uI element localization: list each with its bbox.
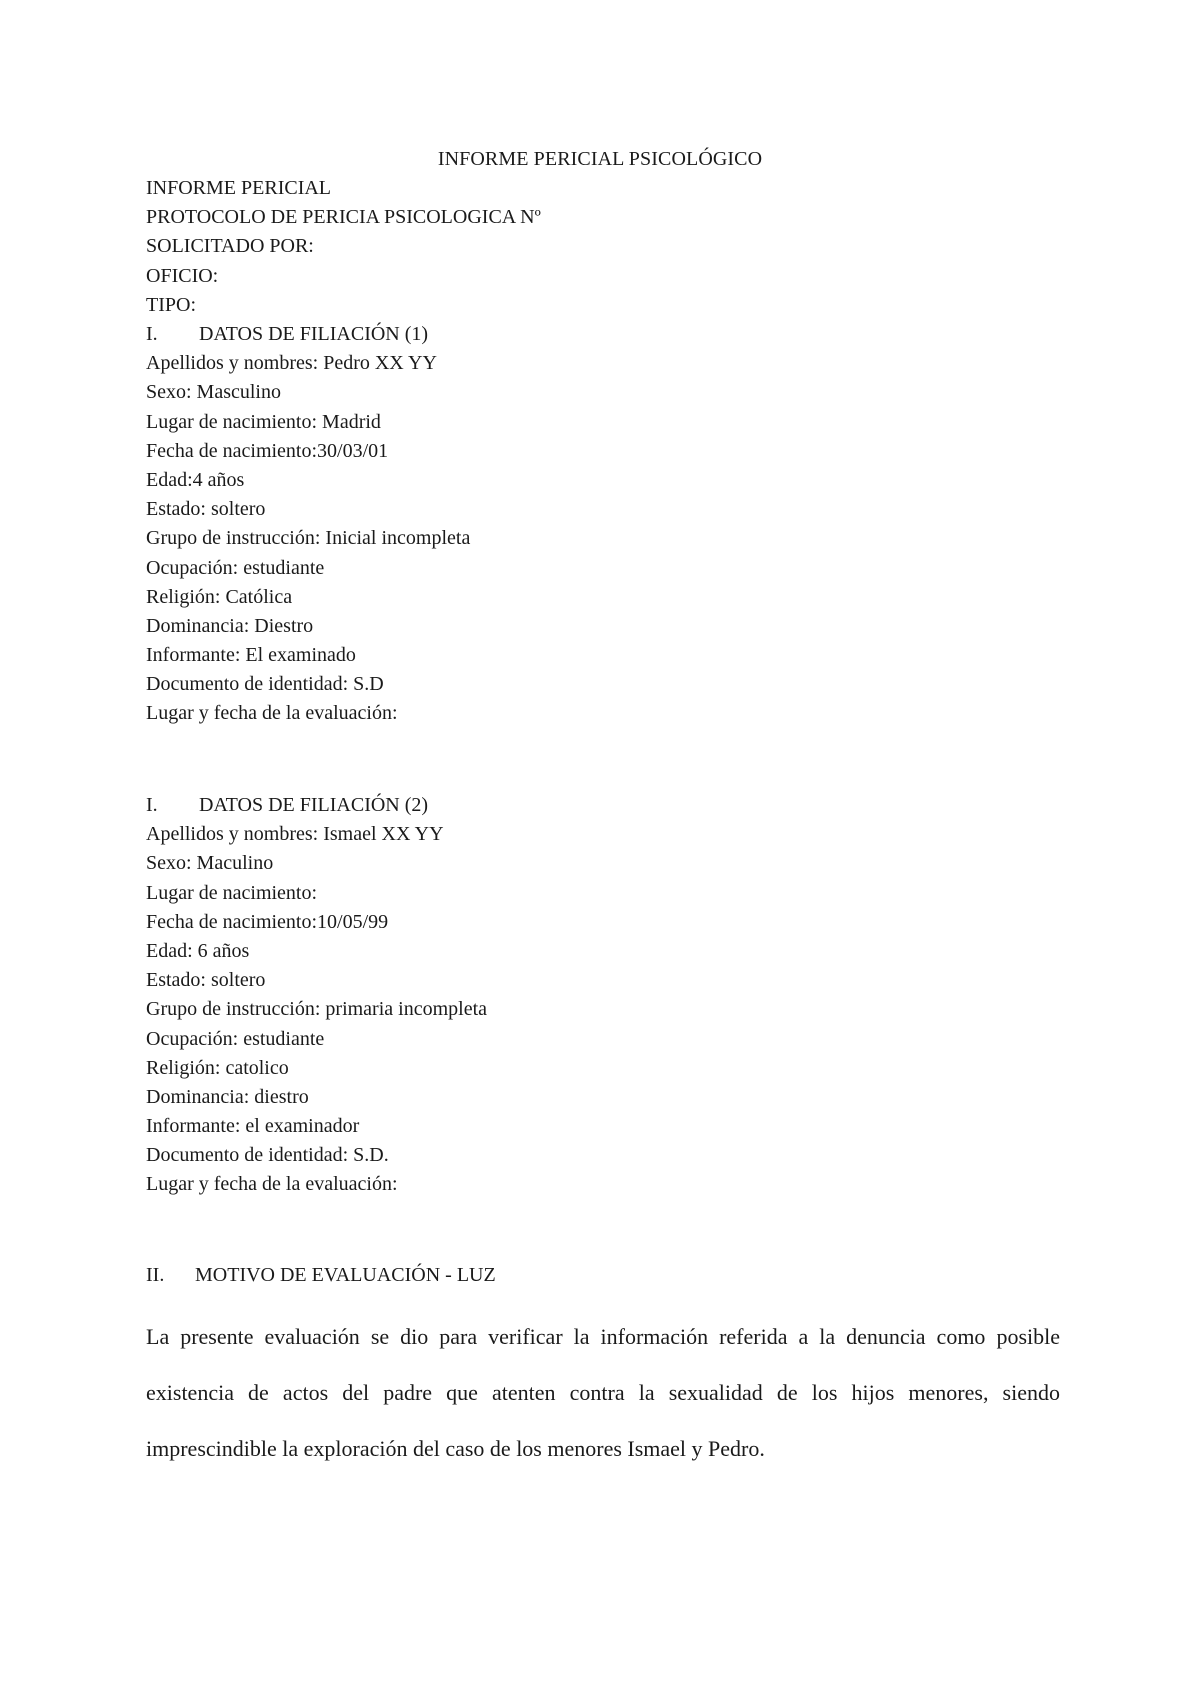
section-number: I. bbox=[146, 323, 158, 345]
field-line: Ocupación: estudiante bbox=[146, 556, 325, 579]
header-block bbox=[146, 174, 541, 320]
field-line: Documento de identidad: S.D bbox=[146, 673, 384, 696]
header-line: INFORME PERICIAL bbox=[146, 177, 332, 199]
field-line: Dominancia: Diestro bbox=[146, 614, 314, 637]
section-title: DATOS DE FILIACIÓN (2) bbox=[199, 794, 429, 816]
section-heading bbox=[146, 1261, 496, 1290]
section-number: II. bbox=[146, 1264, 165, 1286]
field-line: Fecha de nacimiento:30/03/01 bbox=[146, 439, 389, 462]
field-line: Edad:4 años bbox=[146, 468, 245, 491]
section-number: I. bbox=[146, 794, 158, 816]
section-heading bbox=[146, 320, 470, 349]
field-line: Estado: soltero bbox=[146, 969, 266, 992]
header-line: TIPO: bbox=[146, 293, 196, 316]
field-line: Grupo de instrucción: primaria incompleta bbox=[146, 998, 488, 1021]
motivo-paragraph bbox=[146, 1309, 1060, 1477]
field-line: Documento de identidad: S.D. bbox=[146, 1144, 389, 1167]
field-line: Grupo de instrucción: Inicial incompleta bbox=[146, 527, 471, 550]
section-datos-filiacion-2 bbox=[146, 791, 487, 1200]
section-title: MOTIVO DE EVALUACIÓN - LUZ bbox=[195, 1264, 496, 1286]
field-line: Lugar y fecha de la evaluación: bbox=[146, 1173, 398, 1196]
field-line: Edad: 6 años bbox=[146, 939, 250, 962]
field-line: Informante: el examinador bbox=[146, 1115, 360, 1138]
field-line: Religión: catolico bbox=[146, 1056, 289, 1079]
section-title: DATOS DE FILIACIÓN (1) bbox=[199, 323, 429, 345]
field-line: Estado: soltero bbox=[146, 498, 266, 521]
field-line: Sexo: Maculino bbox=[146, 852, 274, 875]
field-line: Lugar y fecha de la evaluación: bbox=[146, 702, 398, 725]
field-line: Ocupación: estudiante bbox=[146, 1027, 325, 1050]
field-line: Lugar de nacimiento: Madrid bbox=[146, 410, 381, 433]
field-line: Dominancia: diestro bbox=[146, 1085, 309, 1108]
field-line: Apellidos y nombres: Pedro XX YY bbox=[146, 352, 437, 375]
field-line: Informante: El examinado bbox=[146, 644, 356, 667]
field-line: Lugar de nacimiento: bbox=[146, 881, 318, 904]
field-line: Religión: Católica bbox=[146, 585, 293, 608]
section-motivo-evaluacion bbox=[146, 1261, 496, 1290]
paragraph-text: La presente evaluación se dio para verificar la información referida a la denuncia como posible existencia de actos del padre que atenten contra la sexualidad de los hijos menores, siendo imprescindible la exploración del caso de los menores Ismael y Pedro. bbox=[146, 1324, 1060, 1461]
document-title: INFORME PERICIAL PSICOLÓGICO bbox=[437, 148, 763, 170]
header-line: SOLICITADO POR: bbox=[146, 235, 314, 258]
section-datos-filiacion-1 bbox=[146, 320, 470, 729]
header-line: PROTOCOLO DE PERICIA PSICOLOGICA Nº bbox=[146, 206, 541, 229]
field-line: Apellidos y nombres: Ismael XX YY bbox=[146, 823, 444, 846]
header-line: OFICIO: bbox=[146, 264, 219, 287]
section-heading bbox=[146, 791, 487, 820]
field-line: Fecha de nacimiento:10/05/99 bbox=[146, 910, 389, 933]
field-line: Sexo: Masculino bbox=[146, 381, 281, 404]
